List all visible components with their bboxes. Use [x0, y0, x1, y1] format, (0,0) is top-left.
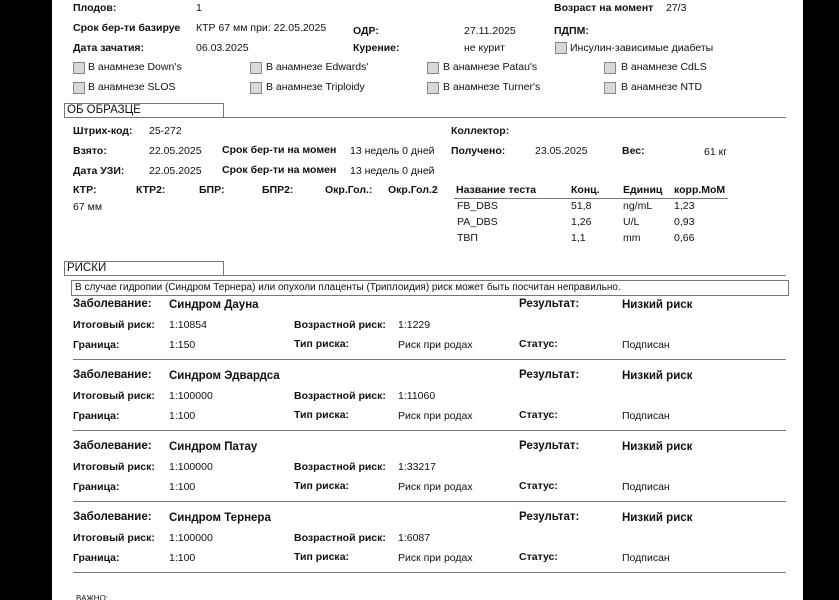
- weight-label: Вес:: [622, 145, 645, 157]
- disease-label: Заболевание:: [73, 511, 152, 523]
- smoking-label: Курение:: [353, 42, 400, 54]
- result-label: Результат:: [519, 440, 580, 452]
- risk-type-label: Тип риска:: [294, 551, 350, 563]
- crl2-label: КТР2:: [136, 184, 166, 196]
- risks-section-header: [64, 261, 786, 276]
- history-cdls-checkbox[interactable]: [604, 62, 616, 74]
- diabetes-label: Инсулин-зависимые диабеты: [570, 42, 714, 54]
- final-risk-value: 1:100000: [169, 532, 213, 544]
- age-risk-label: Возрастной риск:: [294, 390, 386, 402]
- history-turners-checkbox[interactable]: [427, 82, 439, 94]
- fetuses-label: Плодов:: [73, 2, 117, 14]
- cutoff-label: Граница:: [73, 410, 120, 422]
- disease-name: Синдром Дауна: [169, 299, 259, 311]
- cutoff-label: Граница:: [73, 481, 120, 493]
- ga-at-us-label: Срок бер-ти на момен: [222, 164, 337, 176]
- final-risk-value: 1:10854: [169, 319, 207, 331]
- analyte-mom: 0,66: [674, 232, 695, 244]
- edd-value: 27.11.2025: [464, 25, 516, 37]
- cutoff-value: 1:100: [169, 552, 196, 564]
- crl-value: 67 мм: [73, 201, 103, 213]
- bpd-label: БПР:: [199, 184, 225, 196]
- risk-type-value: Риск при родах: [398, 481, 473, 493]
- risk-divider: [73, 430, 786, 431]
- analyte-units: mm: [623, 232, 641, 244]
- taken-label: Взято:: [73, 145, 107, 157]
- analyte-units: U/L: [623, 216, 640, 228]
- crl-label: КТР:: [73, 184, 97, 196]
- risk-type-label: Тип риска:: [294, 480, 350, 492]
- collector-label: Коллектор:: [451, 125, 510, 137]
- disease-label: Заболевание:: [73, 298, 152, 310]
- risk-type-value: Риск при родах: [398, 339, 473, 351]
- disease-name: Синдром Тернера: [169, 512, 271, 524]
- risk-type-value: Риск при родах: [398, 552, 473, 564]
- status-value: Подписан: [622, 339, 670, 351]
- fetuses-value: 1: [196, 2, 202, 14]
- pdpm-label: ПДПМ:: [554, 25, 589, 37]
- status-value: Подписан: [622, 410, 670, 422]
- history-downs-label: В анамнезе Down's: [88, 61, 182, 73]
- history-pataus-label: В анамнезе Patau's: [443, 61, 538, 73]
- history-slos-label: В анамнезе SLOS: [88, 81, 176, 93]
- col-conc: Конц.: [571, 184, 600, 196]
- report-page: [52, 0, 803, 600]
- result-label: Результат:: [519, 298, 580, 310]
- important-label: ВАЖНО:: [76, 594, 109, 600]
- disease-label: Заболевание:: [73, 440, 152, 452]
- result-value: Низкий риск: [622, 512, 693, 524]
- sample-section-title: ОБ ОБРАЗЦЕ: [64, 103, 224, 118]
- age-risk-value: 1:11060: [398, 390, 436, 402]
- risk-warning-note: В случае гидропии (Синдром Тернера) или опухоли плаценты (Триплоидия) риск может быть посчитан неправильно.: [71, 280, 789, 296]
- result-value: Низкий риск: [622, 370, 693, 382]
- received-value: 23.05.2025: [535, 145, 588, 157]
- col-test-name: Название теста: [456, 184, 537, 196]
- divider: [73, 572, 786, 573]
- disease-name: Синдром Патау: [169, 441, 258, 453]
- ga-basis-label: Срок бер-ти базируе: [73, 22, 181, 34]
- diabetes-checkbox[interactable]: [555, 42, 567, 54]
- weight-value: 61 кг: [704, 146, 728, 158]
- risk-type-label: Тип риска:: [294, 338, 350, 350]
- age-label: Возраст на момент: [554, 2, 654, 14]
- final-risk-label: Итоговый риск:: [73, 390, 155, 402]
- ga-at-label: Срок бер-ти на момен: [222, 144, 337, 156]
- result-label: Результат:: [519, 369, 580, 381]
- received-label: Получено:: [451, 145, 506, 157]
- result-label: Результат:: [519, 511, 580, 523]
- ga-at-value: 13 недель 0 дней: [350, 145, 435, 157]
- sample-section-header: [64, 103, 786, 118]
- history-ntd-label: В анамнезе NTD: [621, 81, 703, 93]
- edd-label: ОДР:: [353, 25, 379, 37]
- us-date-value: 22.05.2025: [149, 165, 202, 177]
- result-value: Низкий риск: [622, 441, 693, 453]
- conception-value: 06.03.2025: [196, 42, 249, 54]
- final-risk-label: Итоговый риск:: [73, 461, 155, 473]
- history-slos-checkbox[interactable]: [73, 82, 85, 94]
- status-label: Статус:: [519, 551, 558, 563]
- smoking-value: не курит: [464, 42, 505, 54]
- final-risk-label: Итоговый риск:: [73, 319, 155, 331]
- age-risk-label: Возрастной риск:: [294, 532, 386, 544]
- analyte-name: ТВП: [457, 232, 478, 244]
- taken-value: 22.05.2025: [149, 145, 202, 157]
- risk-type-label: Тип риска:: [294, 409, 350, 421]
- analytes-header-rule: [454, 198, 728, 199]
- ga-basis-value: КТР 67 мм при: 22.05.2025: [196, 22, 327, 34]
- analyte-conc: 1,26: [571, 216, 592, 228]
- col-mom: корр.МоМ: [674, 184, 726, 196]
- history-edwards-checkbox[interactable]: [250, 62, 262, 74]
- us-date-label: Дата УЗИ:: [73, 165, 125, 177]
- cutoff-value: 1:150: [169, 339, 196, 351]
- status-label: Статус:: [519, 409, 558, 421]
- hc2-label: Окр.Гол.2: [388, 184, 438, 196]
- risk-divider: [73, 359, 786, 360]
- status-label: Статус:: [519, 480, 558, 492]
- age-risk-value: 1:6087: [398, 532, 431, 544]
- status-value: Подписан: [622, 481, 670, 493]
- history-ntd-checkbox[interactable]: [604, 82, 616, 94]
- risks-section-title: РИСКИ: [64, 261, 224, 276]
- history-pataus-checkbox[interactable]: [427, 62, 439, 74]
- age-risk-value: 1:33217: [398, 461, 436, 473]
- analyte-name: FB_DBS: [457, 200, 498, 212]
- age-risk-label: Возрастной риск:: [294, 461, 386, 473]
- result-value: Низкий риск: [622, 299, 693, 311]
- status-value: Подписан: [622, 552, 670, 564]
- history-triploidy-label: В анамнезе Triploidy: [266, 81, 365, 93]
- barcode-label: Штрих-код:: [73, 125, 133, 137]
- cutoff-value: 1:100: [169, 481, 196, 493]
- analyte-mom: 0,93: [674, 216, 695, 228]
- disease-name: Синдром Эдвардса: [169, 370, 280, 382]
- status-label: Статус:: [519, 338, 558, 350]
- ga-at-us-value: 13 недель 0 дней: [350, 165, 435, 177]
- final-risk-value: 1:100000: [169, 390, 213, 402]
- age-value: 27/3: [666, 2, 687, 14]
- col-units: Единиц: [623, 184, 663, 196]
- disease-label: Заболевание:: [73, 369, 152, 381]
- risk-divider: [73, 501, 786, 502]
- hc-label: Окр.Гол.:: [325, 184, 373, 196]
- cutoff-label: Граница:: [73, 552, 120, 564]
- analyte-conc: 51,8: [571, 200, 592, 212]
- history-triploidy-checkbox[interactable]: [250, 82, 262, 94]
- final-risk-value: 1:100000: [169, 461, 213, 473]
- history-cdls-label: В анамнезе CdLS: [621, 61, 707, 73]
- history-turners-label: В анамнезе Turner's: [443, 81, 541, 93]
- history-downs-checkbox[interactable]: [73, 62, 85, 74]
- bpd2-label: БПР2:: [262, 184, 294, 196]
- final-risk-label: Итоговый риск:: [73, 532, 155, 544]
- age-risk-value: 1:1229: [398, 319, 431, 331]
- analyte-mom: 1,23: [674, 200, 695, 212]
- risk-type-value: Риск при родах: [398, 410, 473, 422]
- cutoff-label: Граница:: [73, 339, 120, 351]
- barcode-value: 25-272: [149, 125, 182, 137]
- conception-label: Дата зачатия:: [73, 42, 145, 54]
- age-risk-label: Возрастной риск:: [294, 319, 386, 331]
- analyte-units: ng/mL: [623, 200, 653, 212]
- cutoff-value: 1:100: [169, 410, 196, 422]
- analyte-name: PA_DBS: [457, 216, 498, 228]
- analyte-conc: 1,1: [571, 232, 586, 244]
- history-edwards-label: В анамнезе Edwards': [266, 61, 369, 73]
